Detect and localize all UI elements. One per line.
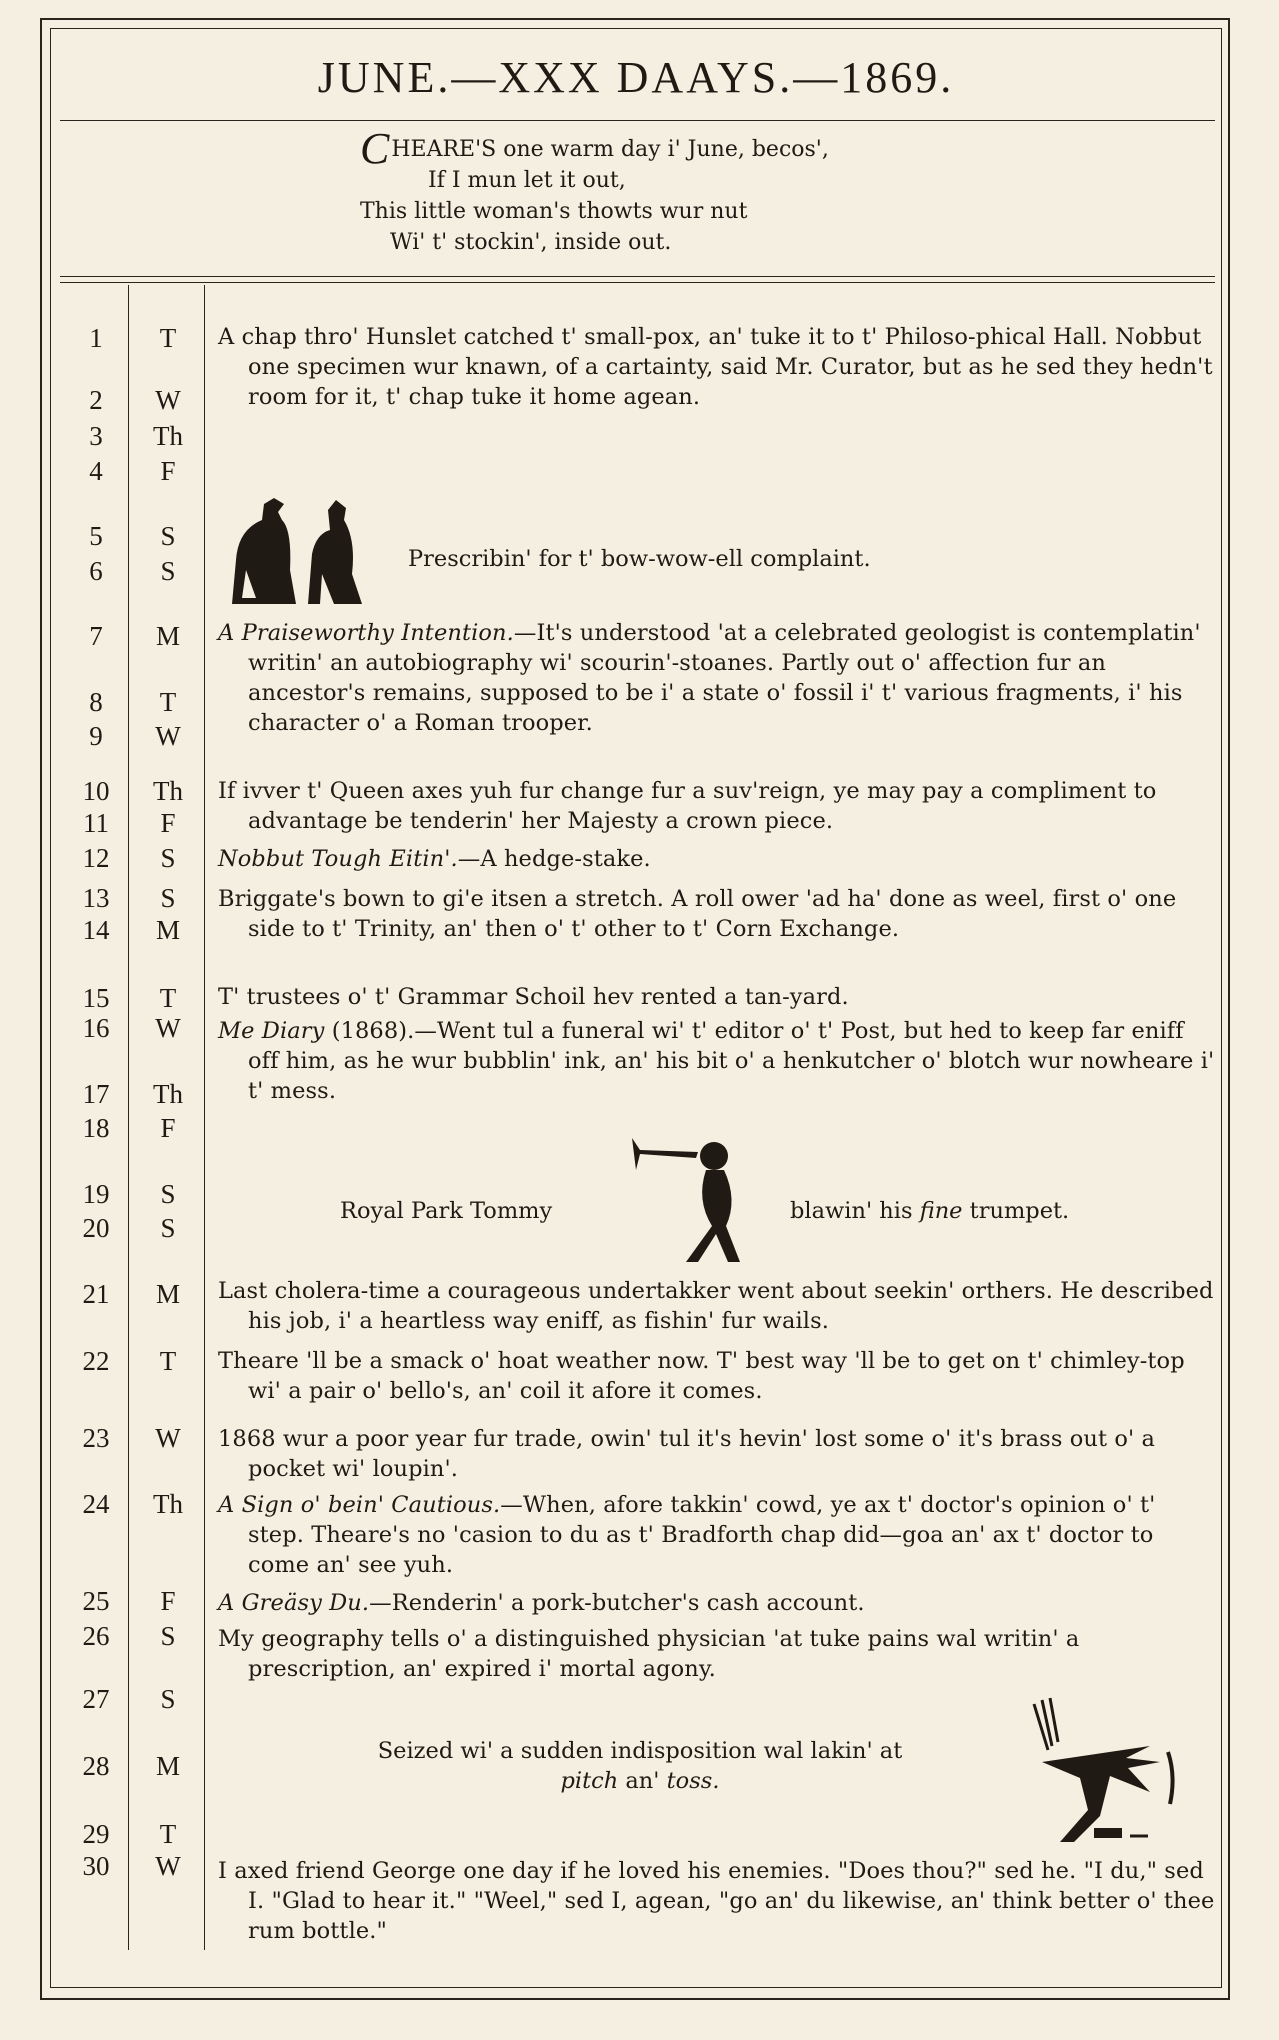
day-number: 26: [82, 1621, 110, 1651]
verse-rule-bottom: [60, 282, 1215, 283]
day-number: 30: [82, 1851, 110, 1881]
verse-line-2: If I mun let it out,: [428, 168, 626, 193]
entry-geography: My geography tells o' a distinguished physician 'at tuke pains wal writin' a prescription, an' expired i' mortal agony.: [218, 1626, 1080, 1682]
entry-friend-george: I axed friend George one day if he loved his enemies. "Does thou?" sed he. "I du," sed I. "Glad to hear it." "Weel," sed I, agean, "go an' du likewise, an' think better o' thee rum bottle.": [218, 1858, 1215, 1944]
weekday: S: [160, 521, 176, 551]
day-number: 3: [89, 421, 103, 451]
entry-praiseworthy: A Praiseworthy Intention.—It's understood 'at a celebrated geologist is contemplatin' writin' an autobiography wi' scourin'-stoanes. Partly out o' affection fur an ancestor's remains, supposed to be i' a state o' fossil i' t' various fragments, i' his character o' a Roman trooper.: [218, 620, 1201, 736]
day-number: 17: [82, 1079, 110, 1109]
verse-line-3: This little woman's thowts wur nut: [360, 199, 748, 224]
weekday: M: [155, 1279, 180, 1309]
dogs-illustration: [222, 490, 382, 608]
weekday: Th: [153, 421, 183, 451]
header-rule: [60, 120, 1215, 121]
caption-blawin: blawin' his fine trumpet.: [790, 1198, 1070, 1224]
weekday: T: [159, 1346, 177, 1376]
day-number: 24: [82, 1489, 110, 1519]
weekday: S: [160, 1684, 176, 1714]
day-number: 14: [82, 915, 110, 945]
weekday: F: [160, 456, 176, 486]
day-number: 15: [82, 983, 110, 1013]
day-number: 16: [82, 1013, 110, 1043]
drop-cap: C: [360, 124, 390, 173]
weekday: T: [159, 1819, 177, 1849]
weekday: S: [160, 1621, 176, 1651]
entry-cholera: Last cholera-time a courageous undertakker went about seekin' orthers. He described his job, i' a heartless way eniff, as fishin' fur wails.: [218, 1278, 1214, 1334]
weekday: T: [159, 983, 177, 1013]
caption-royal-park-tommy: Royal Park Tommy: [340, 1198, 553, 1224]
day-number: 7: [89, 621, 103, 651]
verse-line-1: CHEARE'S one warm day i' June, becos',: [360, 124, 829, 173]
day-number: 21: [82, 1279, 110, 1309]
verse-rule-top: [60, 276, 1215, 277]
day-number: 25: [82, 1586, 110, 1616]
day-number: 6: [89, 556, 103, 586]
day-number: 2: [89, 385, 103, 415]
day-number: 20: [82, 1213, 110, 1243]
weekday: W: [155, 385, 181, 415]
day-number: 19: [82, 1179, 110, 1209]
entry-sign-cautious: A Sign o' bein' Cautious.—When, afore takkin' cowd, ye ax t' doctor's opinion o' t' step. Theare's no 'casion to du as t' Bradforth chap did—goa an' ax t' doctor to come an' see yuh.: [218, 1492, 1156, 1578]
entry-greasy-du: A Greäsy Du.—Renderin' a pork-butcher's cash account.: [218, 1590, 865, 1616]
weekday: S: [160, 1179, 176, 1209]
weekday: S: [160, 883, 176, 913]
weekday: Th: [153, 1079, 183, 1109]
weekday: M: [155, 1751, 180, 1781]
weekday: W: [155, 1423, 181, 1453]
entry-briggate: Briggate's bown to gi'e itsen a stretch. A roll ower 'ad ha' done as weel, first o' one side to t' Trinity, an' then o' t' other to t' Corn Exchange.: [218, 886, 1177, 942]
weekday: F: [160, 1586, 176, 1616]
weekday: T: [159, 687, 177, 717]
opening-verse: [360, 124, 980, 258]
day-number: 27: [82, 1684, 110, 1714]
weekday: S: [160, 556, 176, 586]
day-number: 28: [82, 1751, 110, 1781]
caption-dogs: Prescribin' for t' bow-wow-ell complaint.: [408, 546, 871, 572]
entry-queen: If ivver t' Queen axes yuh fur change fur a suv'reign, ye may pay a compliment to advantage be tenderin' her Majesty a crown piece.: [218, 778, 1157, 834]
day-number: 12: [82, 843, 110, 873]
weekday: W: [155, 1851, 181, 1881]
verse-line-4: Wi' t' stockin', inside out.: [390, 230, 672, 255]
day-number: 8: [89, 687, 103, 717]
entry-smallpox: A chap thro' Hunslet catched t' small-pox, an' tuke it to t' Philoso-phical Hall. Nobbut one specimen wur knawn, of a cartainty, said Mr. Curator, but as he sed they hedn't room for it, t' chap tuke it home agean.: [218, 324, 1213, 410]
day-number: 23: [82, 1423, 110, 1453]
day-number: 5: [89, 521, 103, 551]
caption-seized: Seized wi' a sudden indisposition wal lakin' at pitch an' toss.: [377, 1738, 903, 1794]
weekday: M: [155, 621, 180, 651]
column-rule-1: [128, 285, 129, 1950]
entry-grammar-schoil: T' trustees o' t' Grammar Schoil hev rented a tan-yard.: [218, 984, 849, 1010]
day-number: 29: [82, 1819, 110, 1849]
entry-tough-eitin: Nobbut Tough Eitin'.—A hedge-stake.: [218, 846, 651, 872]
entry-hoat-weather: Theare 'll be a smack o' hoat weather now. T' best way 'll be to get on t' chimley-top wi' a pair o' bello's, an' coil it afore it comes.: [218, 1348, 1185, 1404]
day-number: 13: [82, 883, 110, 913]
weekday: S: [160, 1213, 176, 1243]
weekday: W: [155, 721, 181, 751]
weekday: M: [155, 915, 180, 945]
weekday: S: [160, 843, 176, 873]
day-number: 22: [82, 1346, 110, 1376]
entry-poor-year: 1868 wur a poor year fur trade, owin' tul it's hevin' lost some o' it's brass out o' a pocket wi' loupin'.: [218, 1426, 1156, 1482]
day-number: 4: [89, 456, 103, 486]
weekday: F: [160, 1113, 176, 1143]
day-number: 1: [89, 323, 103, 353]
day-number: 18: [82, 1113, 110, 1143]
weekday: T: [159, 323, 177, 353]
trumpeter-illustration: [626, 1130, 772, 1266]
day-number: 9: [89, 721, 103, 751]
weekday: Th: [153, 776, 183, 806]
weekday: F: [160, 808, 176, 838]
day-number: 10: [82, 776, 110, 806]
day-number: 11: [83, 808, 109, 838]
pitch-and-toss-illustration: [1030, 1696, 1180, 1846]
weekday: W: [155, 1013, 181, 1043]
column-rule-2: [204, 285, 205, 1950]
weekday: Th: [153, 1489, 183, 1519]
page-title: JUNE.—XXX DAAYS.—1869.: [317, 53, 955, 102]
entry-me-diary: Me Diary (1868).—Went tul a funeral wi' t' editor o' t' Post, but hed to keep far eniff off him, as he wur bubblin' ink, an' his bit o' a henkutcher o' blotch wur nowheare i' t' mess.: [218, 1018, 1215, 1104]
